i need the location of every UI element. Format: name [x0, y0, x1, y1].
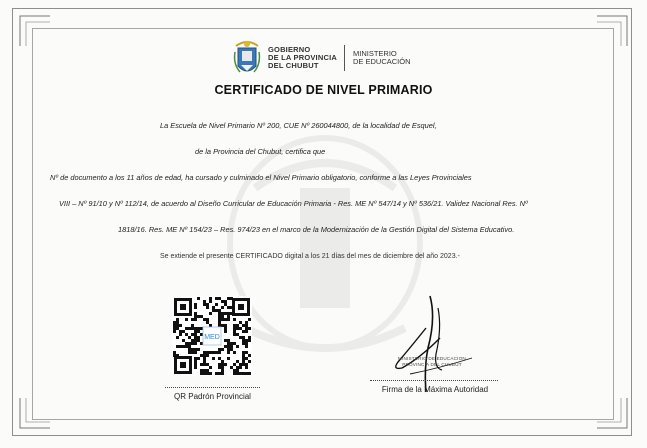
stamp-line-2: PROVINCIA DEL CHUBUT: [402, 361, 462, 367]
gov-line-1: GOBIERNO: [268, 45, 311, 54]
ministry-name: [353, 50, 423, 67]
government-name: [268, 46, 340, 70]
gov-line-3: DEL CHUBUT: [268, 61, 319, 70]
certificate-title: CERTIFICADO DE NIVEL PRIMARIO: [214, 83, 433, 97]
corner-ornament-bottom-right: [595, 396, 629, 430]
body-line-4: VIII – Nº 91/10 y Nº 112/14, de acuerdo al Diseño Curricular de Educación Primaria - Res. ME Nº 547/14 y Nº 536/21. Validez Nacional Res. Nº: [59, 199, 528, 208]
issue-date-line: Se extiende el presente CERTIFICADO digital a los 21 días del mes de diciembre del año 2023.-: [160, 253, 460, 260]
body-line-1: La Escuela de Nivel Primario Nº 200, CUE Nº 260044800, de la localidad de Esquel,: [160, 121, 437, 130]
ministry-line-2: DE EDUCACIÓN: [353, 57, 411, 66]
header-divider: [344, 45, 345, 71]
qr-label-line: [165, 387, 260, 388]
signature-label: Firma de la Máxima Autoridad: [381, 385, 489, 394]
body-line-3: Nº de documento a los 11 años de edad, ha cursado y culminado el Nivel Primario obligatorio, conforme a las Leyes Provinciales: [50, 173, 472, 182]
handwritten-signature: [380, 288, 490, 398]
corner-ornament-bottom-left: [18, 396, 52, 430]
government-header: [232, 38, 423, 78]
qr-label: QR Padrón Provincial: [174, 392, 251, 401]
stamp-line-1: MINISTERIO DE EDUCACION: [398, 356, 466, 361]
body-line-5: 1818/16. Res. ME Nº 154/23 – Res. 974/23 en el marco de la Modernización de la Gestión Digital del Sistema Educativo.: [118, 225, 515, 234]
official-stamp: [392, 356, 472, 367]
signature-line: [370, 380, 498, 381]
chubut-crest-icon: [232, 38, 262, 78]
ministry-line-1: MINISTERIO: [353, 48, 397, 58]
qr-center-logo: MED: [204, 334, 220, 341]
corner-ornament-top-right: [595, 14, 629, 48]
corner-ornament-top-left: [18, 14, 52, 48]
qr-code-icon[interactable]: [172, 296, 252, 376]
gov-line-2: DE LA PROVINCIA: [268, 53, 337, 62]
body-line-2: de la Provincia del Chubut, certifica que: [195, 147, 326, 156]
